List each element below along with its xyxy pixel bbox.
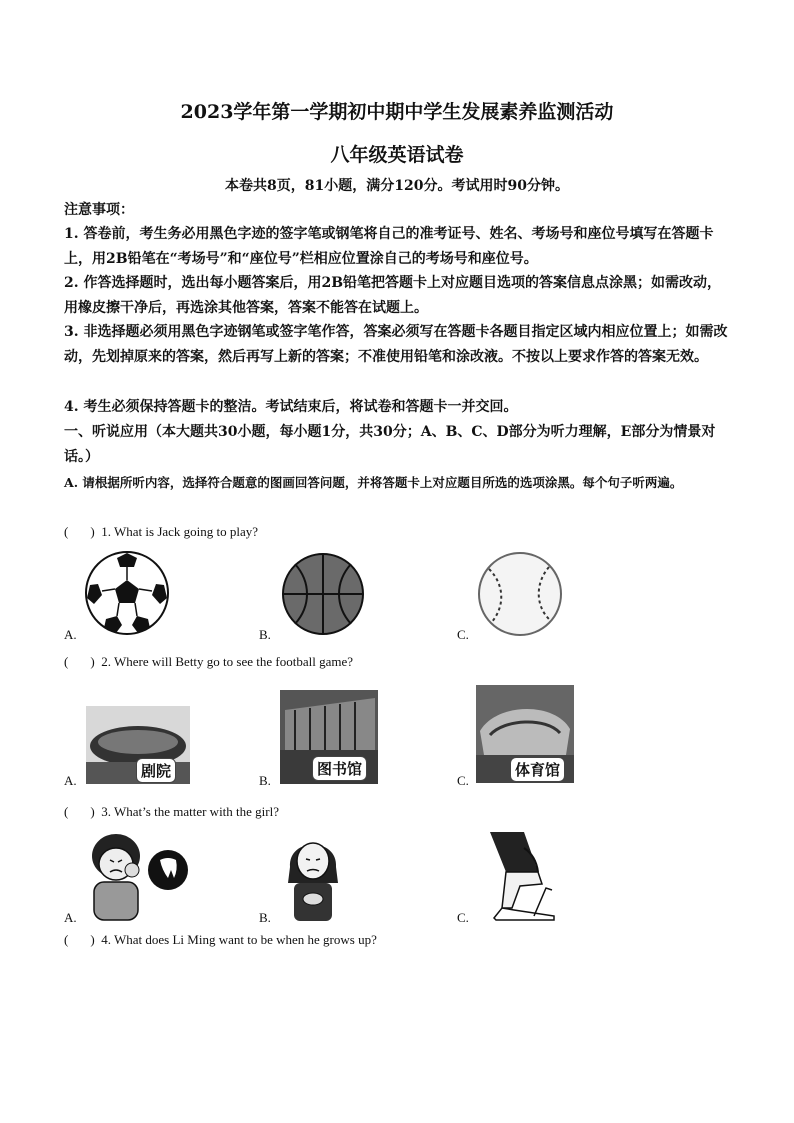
exam-title: 2023学年第一学期初中期中学生发展素养监测活动 <box>180 101 614 123</box>
question-text: 2. Where will Betty go to see the football game? <box>101 654 353 669</box>
toothache-icon <box>82 826 190 922</box>
question-2 <box>64 654 353 670</box>
section-heading: 一、听说应用（本大题共30小题，每小题1分，共30分；A、B、C、D部分为听力理解，E部分为情景对话。） <box>64 424 716 465</box>
part-a-instructions: A. 请根据所听内容，选择符合题意的图画回答问题，并将答题卡上对应题目所选的选项涂黑。每个句子听两遍。 <box>64 475 683 490</box>
image-label: 体育馆 <box>510 757 565 782</box>
option-c: C. <box>457 773 469 788</box>
option-a: A. <box>64 773 77 788</box>
sore-leg-icon <box>476 832 560 922</box>
library-image <box>280 690 378 784</box>
soccer-ball-icon <box>84 550 170 636</box>
question-1 <box>64 524 258 540</box>
option-c: C. <box>457 910 469 925</box>
answer-blank[interactable]: ( ) <box>64 804 95 819</box>
baseball-icon <box>477 551 563 637</box>
notice-heading: 注意事项： <box>64 202 134 218</box>
basketball-icon <box>281 552 365 636</box>
option-b: B. <box>259 910 271 925</box>
option-a: A. <box>64 627 77 642</box>
notice-item-4: 4. 考生必须保持答题卡的整洁。考试结束后，将试卷和答题卡一并交回。 <box>64 399 518 415</box>
exam-subtitle: 八年级英语试卷 <box>330 144 464 166</box>
question-text: 1. What is Jack going to play? <box>101 524 259 539</box>
theatre-image <box>86 706 190 784</box>
image-label: 图书馆 <box>312 756 367 781</box>
option-b: B. <box>259 773 271 788</box>
exam-info: 本卷共8页，81小题，满分120分。考试用时90分钟。 <box>225 178 569 194</box>
answer-blank[interactable]: ( ) <box>64 654 95 669</box>
question-text: 3. What’s the matter with the girl? <box>101 804 279 819</box>
question-3 <box>64 804 279 820</box>
option-b: B. <box>259 627 271 642</box>
image-label: 剧院 <box>136 758 176 783</box>
question-text: 4. What does Li Ming want to be when he grows up? <box>101 932 377 947</box>
answer-blank[interactable]: ( ) <box>64 524 95 539</box>
question-4 <box>64 932 377 948</box>
option-a: A. <box>64 910 77 925</box>
answer-blank[interactable]: ( ) <box>64 932 95 947</box>
notice-item-3: 3. 非选择题必须用黑色字迹钢笔或签字笔作答，答案必须写在答题卡各题目指定区域内相应位置上；如需改动，先划掉原来的答案，然后再写上新的答案；不准使用铅笔和涂改液。不按以上要求作答的答案无效。 <box>64 324 728 365</box>
notice-item-1: 1. 答卷前，考生务必用黑色字迹的签字笔或钢笔将自己的准考证号、姓名、考场号和座位号填写在答题卡上，用2B铅笔在“考场号”和“座位号”栏相应位置涂自己的考场号和座位号。 <box>64 226 714 267</box>
notice-item-2: 2. 作答选择题时，选出每小题答案后，用2B铅笔把答题卡上对应题目选项的答案信息点涂黑；如需改动，用橡皮擦干净后，再选涂其他答案，答案不能答在试题上。 <box>64 275 722 316</box>
option-c: C. <box>457 627 469 642</box>
stadium-image <box>476 685 574 783</box>
sad-girl-icon <box>284 827 342 921</box>
